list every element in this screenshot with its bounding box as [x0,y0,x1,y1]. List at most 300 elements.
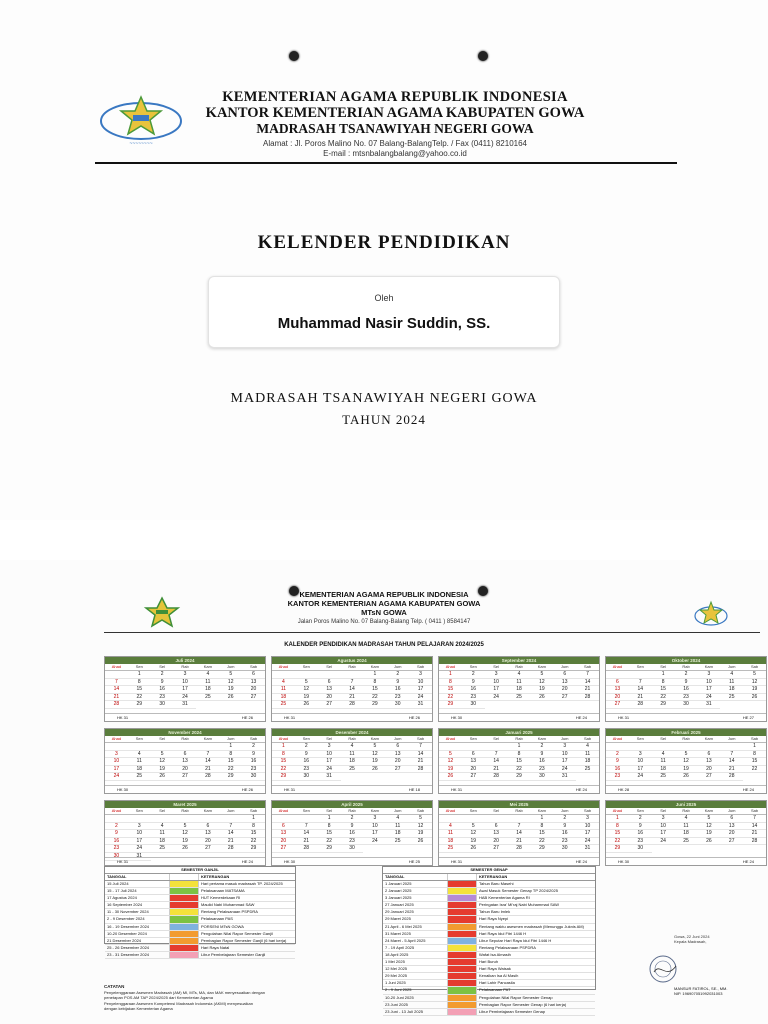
legend-row [383,952,595,959]
legend-description: Pengolahan Nilai Rapor Semester Ganjil [201,930,273,936]
day-cell: 27 [196,845,219,853]
day-cell: 10 [105,758,128,766]
day-cell: 1 [530,815,553,823]
weekday-label: Ahad [445,736,456,741]
weekday-label: Rab [181,808,189,813]
month-footer [105,857,265,865]
month-hk: HK 31 [284,715,296,720]
legend-date: 2 - 9 Desember 2024 [107,916,145,922]
legend-color-swatch [169,888,199,894]
day-cell: 5 [675,751,698,759]
day-cell: 14 [743,823,766,831]
legend-date: 15 - 17 Juli 2024 [107,888,137,894]
day-cell: 19 [409,830,432,838]
day-cell: 4 [272,679,295,687]
day-cell: 11 [508,679,531,687]
day-cell: 23 [462,694,485,702]
day-cell: 9 [295,751,318,759]
author-name: Muhammad Nasir Suddin, SS. [277,315,491,332]
day-cell: 19 [174,838,197,846]
day-cell: 25 [576,766,599,774]
day-cell: 24 [409,694,432,702]
legend-color-swatch [447,938,477,944]
legend-row [383,1002,595,1009]
legend-description: Tahun Baru Imlek [479,909,511,915]
signature-nip: NIP. 196907051992031003 [674,991,723,996]
day-cell: 5 [697,815,720,823]
month-name: Agustus 2024 [272,657,432,664]
legend-description: Pembagian Rapor Semester Genap (6 hari kerja) [479,1001,567,1007]
day-cell: 14 [629,686,652,694]
month-hk: HK 31 [284,787,296,792]
day-cell: 15 [318,830,341,838]
weekday-label: Sen [636,808,644,813]
empty-cell [295,671,318,679]
empty-cell [439,815,462,823]
legend-date: 24 Maret - 5 April 2025 [385,937,426,943]
legend-date: 1 Mei 2025 [385,959,405,965]
legend-description: Wafat Isa Almasih [479,951,511,957]
day-cell: 17 [485,686,508,694]
month-name: Januari 2025 [439,729,599,736]
legend-description: HAB Kementerian Agama RI [479,895,530,901]
weekday-header [606,664,766,671]
day-cell: 4 [576,743,599,751]
weekday-label: Kam [203,808,212,813]
weekday-label: Sen [469,664,477,669]
day-cell: 25 [508,694,531,702]
month-he: HE 24 [742,859,754,864]
day-cell: 30 [242,773,265,781]
day-cell: 3 [128,823,151,831]
day-cell: 12 [174,830,197,838]
legend-date: 25 - 26 Desember 2024 [107,944,150,950]
weekday-header [606,736,766,743]
day-cell: 21 [629,694,652,702]
month-name: Juni 2025 [606,801,766,808]
empty-cell [128,815,151,823]
signature-place-date: Gowa, 22 Juni 2024 [674,934,710,939]
day-cell: 17 [128,838,151,846]
empty-cell [151,743,174,751]
day-cell: 26 [439,773,462,781]
day-cell: 20 [318,694,341,702]
day-cell: 4 [128,751,151,759]
day-cell: 14 [485,758,508,766]
legend-date: 31 Maret 2025 [385,930,411,936]
day-cell: 30 [105,853,128,861]
day-cell: 26 [697,838,720,846]
day-cell: 7 [720,751,743,759]
month-footer [272,857,432,865]
day-cell: 25 [652,773,675,781]
day-cell: 15 [219,758,242,766]
calendar-page [0,560,768,1024]
legend-col-desc: KETERANGAN [479,874,508,879]
day-cell: 30 [386,701,409,709]
day-cell: 11 [272,686,295,694]
day-cell: 13 [720,823,743,831]
day-cell: 22 [606,838,629,846]
day-cell: 17 [409,686,432,694]
day-cell: 14 [295,830,318,838]
day-cell: 7 [485,751,508,759]
day-cell: 30 [553,845,576,853]
legend-description: Hari Raya Nyepi [479,916,509,922]
day-cell: 30 [530,773,553,781]
month-calendar [271,656,433,722]
day-cell: 30 [629,845,652,853]
weekday-label: Sen [135,736,143,741]
day-cell: 8 [530,823,553,831]
weekday-label: Jum [226,736,235,741]
day-cell: 10 [629,758,652,766]
day-cell: 29 [242,845,265,853]
day-cell: 25 [386,838,409,846]
weekday-label: Ahad [612,808,623,813]
weekday-label: Sen [302,664,310,669]
legend-ganjil-header [105,874,295,881]
day-cell: 27 [606,701,629,709]
weekday-label: Rab [682,808,690,813]
day-cell: 10 [318,751,341,759]
legend-date: 27 Januari 2025 [385,902,414,908]
weekday-label: Rab [515,736,523,741]
day-cell: 18 [341,758,364,766]
day-cell: 10 [174,679,197,687]
empty-cell [720,743,743,751]
notes-line: Penyelenggaraan Asesmen Madrasah (AM) MI, MTs, MA, dan MAK menyesuaikan dengan [104,989,265,995]
day-cell: 4 [675,815,698,823]
day-cell: 11 [576,751,599,759]
day-cell: 21 [720,766,743,774]
day-cell: 23 [242,766,265,774]
day-cell: 22 [272,766,295,774]
month-hk: HK 30 [618,859,630,864]
day-cell: 1 [363,671,386,679]
day-cell: 25 [151,845,174,853]
legend-row [383,909,595,916]
day-cell: 2 [386,671,409,679]
legend-description: Peringatan Isra' Mi'raj Nabi Muhammad SAW [479,902,560,908]
day-cell: 27 [386,766,409,774]
month-name: November 2024 [105,729,265,736]
empty-cell [105,743,128,751]
weekday-label: Kam [203,664,212,669]
day-cell: 20 [606,694,629,702]
day-cell: 16 [462,686,485,694]
calendar-letterhead-office: KANTOR KEMENTERIAN AGAMA KABUPATEN GOWA [287,599,481,608]
day-cell: 7 [105,679,128,687]
legend-color-swatch [447,909,477,915]
day-cell: 26 [295,701,318,709]
day-cell: 6 [196,823,219,831]
legend-description: Pembagian Rapor Semester Ganjil (6 hari kerja) [201,937,287,943]
month-name: Maret 2025 [105,801,265,808]
day-cell: 13 [553,679,576,687]
legend-date: 2 - 9 Juni 2025 [385,987,412,993]
month-he: HE 24 [742,787,754,792]
day-cell: 14 [720,758,743,766]
weekday-label: Kam [704,736,713,741]
month-calendar [438,728,600,794]
legend-description: Hari Raya Natal [201,944,230,950]
by-label: Oleh [374,293,394,303]
weekday-label: Jum [226,664,235,669]
day-cell: 31 [553,773,576,781]
legend-row [105,952,295,959]
month-he: HE 27 [742,715,754,720]
day-cell: 15 [606,830,629,838]
day-cell: 5 [363,743,386,751]
day-cell: 25 [272,701,295,709]
day-cell: 21 [219,838,242,846]
day-cell: 11 [652,758,675,766]
empty-cell [462,743,485,751]
day-cell: 1 [652,671,675,679]
legend-color-swatch [169,881,199,887]
day-cell: 22 [652,694,675,702]
weekday-label: Sel [159,736,166,741]
day-cell: 11 [151,830,174,838]
legend-color-swatch [169,895,199,901]
day-cell: 1 [242,815,265,823]
weekday-header [439,664,599,671]
day-cell: 24 [105,773,128,781]
day-cell: 12 [439,758,462,766]
legend-color-swatch [169,902,199,908]
day-cell: 1 [318,815,341,823]
day-cell: 10 [652,823,675,831]
legend-row [105,916,295,923]
day-cell: 27 [553,694,576,702]
empty-cell [318,671,341,679]
day-cell: 9 [629,823,652,831]
legend-description: Libur Seputar Hari Raya Idul Fitri 1446 H [479,937,552,943]
weekday-label: Sen [469,808,477,813]
day-cell: 12 [363,751,386,759]
day-cell: 8 [128,679,151,687]
day-cell: 28 [485,773,508,781]
legend-date: 23 - 31 Desember 2024 [107,951,150,957]
legend-description: Libur Pembelajaran Semester Genap [479,1008,546,1014]
month-footer [606,785,766,793]
month-footer [272,785,432,793]
weekday-label: Jum [727,808,736,813]
weekday-label: Jum [560,736,569,741]
day-cell: 9 [151,679,174,687]
day-cell: 12 [743,679,766,687]
month-hk: HK 28 [618,787,630,792]
day-cell: 20 [196,838,219,846]
legend-semester-genap [382,866,596,1014]
weekday-label: Sel [660,808,667,813]
day-cell: 3 [485,671,508,679]
day-cell: 18 [439,838,462,846]
letterhead-office: KANTOR KEMENTERIAN AGAMA KABUPATEN GOWA [205,105,585,121]
day-cell: 8 [606,823,629,831]
punch-hole [289,51,299,61]
day-cell: 29 [219,773,242,781]
calendar-letterhead-ministry: KEMENTERIAN AGAMA REPUBLIK INDONESIA [299,590,469,599]
day-cell: 11 [196,679,219,687]
legend-genap-header [383,874,595,881]
day-cell: 8 [508,751,531,759]
day-cell: 3 [576,815,599,823]
weekday-label: Jum [560,808,569,813]
signature-role: Kepala Madrasah, [674,939,707,944]
day-cell: 20 [462,766,485,774]
month-calendar [104,656,266,722]
day-cell: 4 [196,671,219,679]
day-cell: 18 [151,838,174,846]
day-grid [439,815,599,853]
day-cell: 15 [530,830,553,838]
day-cell: 29 [606,845,629,853]
day-cell: 28 [629,701,652,709]
day-cell: 1 [508,743,531,751]
legend-description: HUT Kemerdekaan RI [201,895,241,901]
legend-description: Pelaksanaan MATSAMA [201,888,245,894]
day-cell: 14 [576,679,599,687]
day-cell: 7 [341,679,364,687]
day-cell: 26 [675,773,698,781]
day-cell: 7 [409,743,432,751]
weekday-label: Sab [584,736,592,741]
day-cell: 10 [697,679,720,687]
notes-title: CATATAN [104,984,125,989]
legend-description: PORSENI MTsN GOWA [201,923,244,929]
day-cell: 28 [105,701,128,709]
day-grid [272,815,432,853]
weekday-label: Sab [751,664,759,669]
day-cell: 18 [508,686,531,694]
day-cell: 28 [341,701,364,709]
legend-color-swatch [447,888,477,894]
day-cell: 20 [720,830,743,838]
day-cell: 22 [128,694,151,702]
empty-cell [174,743,197,751]
day-grid [105,815,265,861]
weekday-label: Sel [159,664,166,669]
legend-date: 17 Agustus 2024 [107,895,137,901]
legend-row [105,909,295,916]
day-cell: 16 [341,830,364,838]
day-cell: 12 [697,823,720,831]
weekday-label: Jum [393,664,402,669]
day-cell: 23 [629,838,652,846]
weekday-label: Ahad [278,808,289,813]
day-cell: 25 [341,766,364,774]
empty-cell [272,815,295,823]
day-cell: 10 [409,679,432,687]
day-cell: 13 [242,679,265,687]
weekday-label: Kam [370,736,379,741]
legend-row [383,895,595,902]
weekday-label: Ahad [445,664,456,669]
day-cell: 31 [409,701,432,709]
legend-col-date: TANGGAL [107,874,127,879]
day-cell: 13 [697,758,720,766]
day-cell: 18 [576,758,599,766]
letterhead-address: Alamat : Jl. Poros Malino No. 07 Balang-BalangTelp. / Fax (0411) 8210164 [263,139,527,148]
day-cell: 27 [485,845,508,853]
day-cell: 2 [105,823,128,831]
legend-row [383,924,595,931]
day-cell: 12 [295,686,318,694]
day-cell: 3 [409,671,432,679]
empty-cell [174,815,197,823]
letterhead-rule [95,162,677,164]
month-he: HE 18 [408,787,420,792]
day-cell: 1 [128,671,151,679]
day-cell: 21 [508,838,531,846]
legend-col-date: TANGGAL [385,874,405,879]
signature-name-block [674,986,744,996]
day-cell: 16 [295,758,318,766]
day-cell: 21 [576,686,599,694]
weekday-header [439,808,599,815]
day-cell: 17 [105,766,128,774]
empty-cell [151,815,174,823]
day-cell: 2 [606,751,629,759]
weekday-label: Jum [393,736,402,741]
legend-description: Pelaksanaan PAS [201,916,233,922]
weekday-label: Sel [493,808,500,813]
weekday-label: Sen [135,664,143,669]
legend-description: Awal Masuk Semester Genap TP 2024/2025 [479,888,558,894]
day-cell: 28 [196,773,219,781]
day-cell: 28 [576,694,599,702]
day-cell: 21 [341,694,364,702]
day-cell: 8 [743,751,766,759]
weekday-label: Rab [348,808,356,813]
day-cell: 9 [675,679,698,687]
day-cell: 1 [606,815,629,823]
legend-color-swatch [169,924,199,930]
weekday-label: Rab [682,664,690,669]
empty-cell [508,815,531,823]
month-calendar [104,800,266,866]
weekday-header [439,736,599,743]
day-cell: 22 [318,838,341,846]
day-cell: 27 [462,773,485,781]
day-cell: 22 [743,766,766,774]
day-cell: 15 [242,830,265,838]
weekday-label: Ahad [111,808,122,813]
day-cell: 14 [508,830,531,838]
month-calendar [438,656,600,722]
day-cell: 6 [272,823,295,831]
empty-cell [105,815,128,823]
weekday-label: Ahad [278,736,289,741]
weekday-label: Rab [515,808,523,813]
day-cell: 17 [363,830,386,838]
day-cell: 29 [652,701,675,709]
day-cell: 6 [174,751,197,759]
legend-row [383,966,595,973]
day-cell: 6 [318,679,341,687]
day-cell: 2 [295,743,318,751]
empty-cell [485,815,508,823]
weekday-label: Sen [636,664,644,669]
legend-color-swatch [447,916,477,922]
empty-cell [295,815,318,823]
month-footer [439,785,599,793]
weekday-label: Kam [704,664,713,669]
day-cell: 23 [105,845,128,853]
month-name: Desember 2024 [272,729,432,736]
